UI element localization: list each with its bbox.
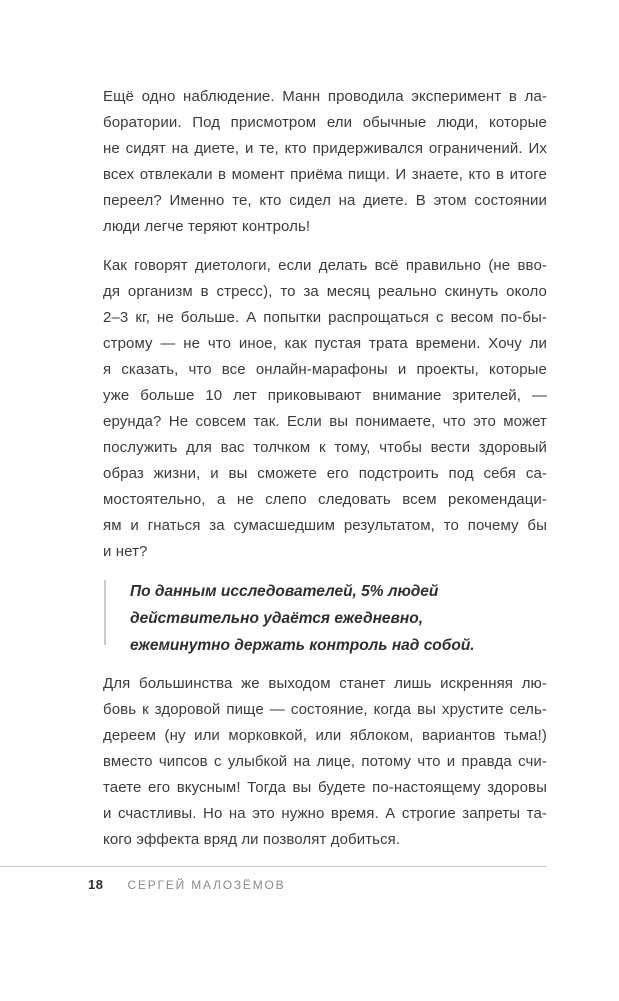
text-line: переел? Именно те, кто сидел на диете. В этом состоянии	[103, 192, 547, 209]
text-line: таете его вкусным! Тогда вы будете по-настоящему здоровы	[103, 779, 547, 796]
text-line: образ жизни, и вы сможете его подстроить под себя са-	[103, 465, 547, 482]
text-line: уже больше 10 лет приковывают внимание зрителей, —	[103, 387, 547, 404]
text-line: и счастливы. Но на это нужно время. А строгие запреты та-	[103, 805, 547, 822]
running-head: СЕРГЕЙ МАЛОЗЁМОВ	[127, 878, 286, 892]
text-line: не сидят на диете, и те, кто придерживался ограничений. Их	[103, 140, 547, 157]
text-line: вместо чипсов с улыбкой на лице, потому что и правда счи-	[103, 753, 547, 770]
text-line: По данным исследователей, 5% людей	[130, 583, 439, 600]
text-line: я сказать, что все онлайн-марафоны и проекты, которые	[103, 361, 547, 378]
text-line: бовь к здоровой пище — состояние, когда вы хрустите сель-	[103, 701, 547, 718]
text-line: мостоятельно, а не слепо следовать всем рекомендаци-	[103, 491, 547, 508]
text-line: строму — не что иное, как пустая трата времени. Хочу ли	[103, 335, 547, 352]
text-line: Для большинства же выходом станет лишь искренняя лю-	[103, 675, 547, 692]
text-line: ерунда? Не совсем так. Если вы понимаете, что это может	[103, 413, 547, 430]
text-line: послужить для вас толчком к тому, чтобы вести здоровый	[103, 439, 547, 456]
page-footer	[88, 877, 285, 892]
text-line: всех отвлекали в момент приёма пищи. И знаете, кто в итоге	[103, 166, 547, 183]
pullquote	[103, 578, 547, 659]
page-text-block	[103, 84, 547, 866]
paragraph	[103, 84, 547, 240]
quote-bar	[104, 580, 106, 645]
text-line: Ещё одно наблюдение. Манн проводила эксперимент в ла-	[103, 88, 547, 105]
paragraph	[103, 671, 547, 853]
text-line: кого эффекта вряд ли позволят добиться.	[103, 831, 401, 848]
footer-divider	[0, 866, 547, 867]
text-line: ежеминутно держать контроль над собой.	[130, 637, 475, 654]
text-line: Как говорят диетологи, если делать всё правильно (не вво-	[103, 257, 547, 274]
text-line: дя организм в стресс), то за месяц реально скинуть около	[103, 283, 547, 300]
text-line: дереем (ну или морковкой, или яблоком, вариантов тьма!)	[103, 727, 547, 744]
text-line: действительно удаётся ежедневно,	[130, 610, 424, 627]
paragraph	[103, 253, 547, 565]
text-line: и нет?	[103, 543, 148, 560]
quote-text	[130, 578, 475, 659]
text-line: 2–3 кг, не больше. А попытки распрощаться с весом по-бы-	[103, 309, 547, 326]
page-number: 18	[88, 877, 104, 892]
text-line: ям и гнаться за сумасшедшим результатом, то почему бы	[103, 517, 547, 534]
text-line: боратории. Под присмотром ели обычные люди, которые	[103, 114, 547, 131]
text-line: люди легче теряют контроль!	[103, 218, 311, 235]
